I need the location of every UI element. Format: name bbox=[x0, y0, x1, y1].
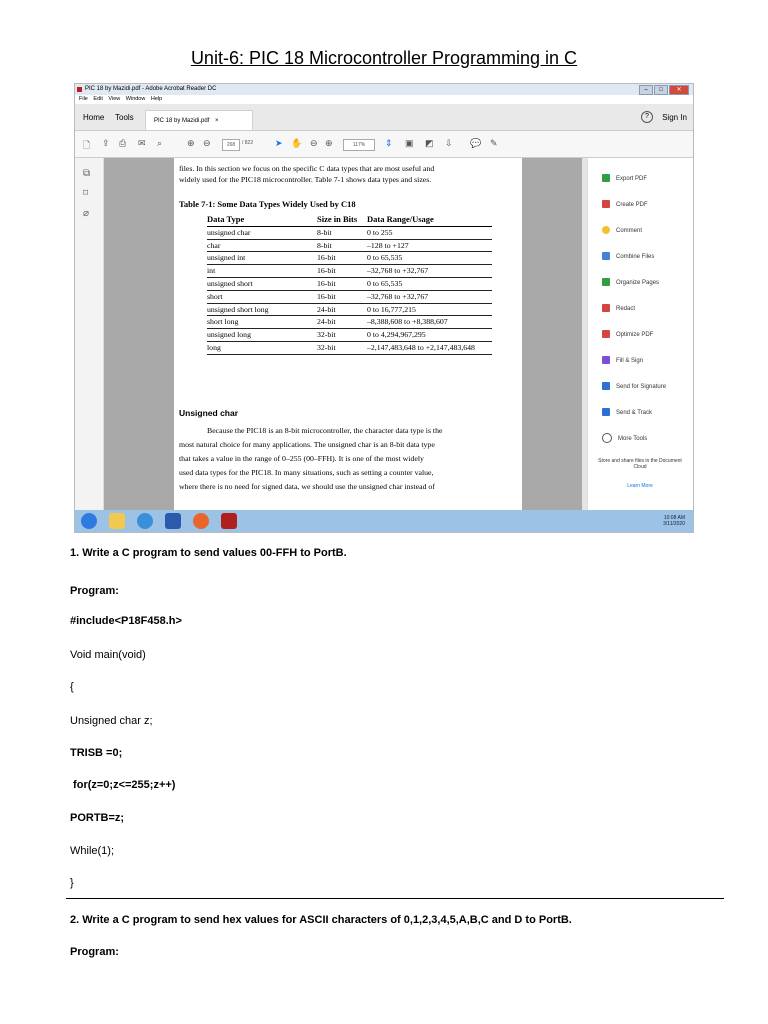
comment-tool-icon bbox=[602, 226, 610, 234]
table-cell: –8,388,608 to +8,388,607 bbox=[367, 317, 448, 327]
tool-combine-files[interactable] bbox=[602, 250, 692, 264]
acrobat-app-icon bbox=[77, 87, 82, 92]
menu-view[interactable]: View bbox=[108, 96, 121, 102]
menu-help[interactable]: Help bbox=[150, 96, 163, 102]
print-icon[interactable]: ⎙ bbox=[119, 138, 127, 148]
paragraph-line: most natural choice for many applications. The unsigned char is an 8-bit data type bbox=[179, 440, 435, 449]
select-cursor-icon[interactable]: ➤ bbox=[275, 138, 283, 148]
tool-comment[interactable] bbox=[602, 224, 692, 238]
tab-bar bbox=[75, 104, 693, 131]
table-cell: –2,147,483,648 to +2,147,483,648 bbox=[367, 342, 475, 352]
table-cell: 0 to 65,535 bbox=[367, 253, 403, 263]
windows-taskbar bbox=[75, 510, 693, 532]
tool-label: Fill & Sign bbox=[616, 358, 644, 364]
code-line: Void main(void) bbox=[70, 649, 146, 661]
tool-label: Send for Signature bbox=[616, 384, 667, 390]
tool-label: Create PDF bbox=[616, 202, 648, 208]
table-caption: Table 7-1: Some Data Types Widely Used by C18 bbox=[179, 199, 356, 209]
table-cell: 16-bit bbox=[317, 278, 336, 288]
share-icon[interactable]: ⇩ bbox=[445, 138, 453, 148]
doc-tab-close-icon[interactable]: × bbox=[215, 118, 219, 124]
doc-tab-label: PIC 18 by Mazidi.pdf bbox=[154, 118, 210, 124]
help-icon[interactable]: ? bbox=[641, 111, 653, 123]
send-for-signature-icon bbox=[602, 382, 610, 390]
system-tray bbox=[663, 515, 685, 527]
table-row bbox=[207, 265, 492, 278]
tool-more-tools[interactable] bbox=[602, 432, 692, 446]
table-cell: unsigned short bbox=[207, 278, 253, 288]
table-cell: 32-bit bbox=[317, 330, 336, 340]
canvas-margin-right bbox=[522, 158, 582, 510]
organize-pages-icon bbox=[602, 278, 610, 286]
start-button-icon[interactable] bbox=[81, 513, 97, 529]
fill-sign-icon bbox=[602, 356, 610, 364]
tab-home[interactable]: Home bbox=[83, 113, 105, 122]
internet-explorer-icon[interactable] bbox=[137, 513, 153, 529]
scroll-mode-icon[interactable]: ▣ bbox=[405, 138, 414, 148]
paragraph-line: Because the PIC18 is an 8-bit microcontroller, the character data type is the bbox=[207, 426, 443, 435]
table-cell: unsigned long bbox=[207, 330, 251, 340]
tray-time: 10:08 AM bbox=[663, 515, 685, 521]
menu-window[interactable]: Window bbox=[125, 96, 146, 102]
tool-label: Redact bbox=[616, 306, 636, 312]
table-cell: 16-bit bbox=[317, 266, 336, 276]
table-cell: 8-bit bbox=[317, 227, 332, 237]
prev-page-icon[interactable]: ⊕ bbox=[187, 138, 195, 148]
table-cell: short bbox=[207, 291, 223, 301]
table-row bbox=[207, 342, 492, 355]
code-line: for(z=0;z<=255;z++) bbox=[70, 779, 176, 791]
table-row bbox=[207, 291, 492, 304]
optimize-pdf-icon bbox=[602, 330, 610, 338]
maximize-icon[interactable]: □ bbox=[654, 85, 668, 95]
next-page-icon[interactable]: ⊖ bbox=[203, 138, 211, 148]
table-cell: –32,768 to +32,767 bbox=[367, 266, 429, 276]
table-header-row bbox=[207, 214, 492, 227]
table-cell: 32-bit bbox=[317, 342, 336, 352]
toolbar bbox=[75, 131, 693, 158]
table-cell: unsigned int bbox=[207, 253, 246, 263]
acrobat-screenshot bbox=[74, 83, 694, 533]
code-line: #include<P18F458.h> bbox=[70, 615, 182, 627]
firefox-icon[interactable] bbox=[193, 513, 209, 529]
minimize-icon[interactable]: – bbox=[639, 85, 653, 95]
zoom-in-icon[interactable]: ⊕ bbox=[325, 138, 333, 148]
send-track-icon bbox=[602, 408, 610, 416]
redact-icon bbox=[602, 304, 610, 312]
menu-bar bbox=[75, 95, 693, 104]
table-cell: 8-bit bbox=[317, 240, 332, 250]
tab-document[interactable] bbox=[145, 110, 253, 130]
file-explorer-icon[interactable] bbox=[109, 513, 125, 529]
fullscreen-icon[interactable]: ◩ bbox=[425, 138, 434, 148]
tray-date: 3/11/2020 bbox=[663, 521, 685, 527]
table-row bbox=[207, 240, 492, 253]
page-total: / 822 bbox=[242, 140, 254, 146]
data-types-table bbox=[207, 214, 492, 355]
table-cell: char bbox=[207, 240, 221, 250]
tool-fill-sign[interactable] bbox=[602, 354, 692, 368]
search-icon[interactable]: ⌕ bbox=[157, 138, 163, 148]
page-intro-line-1: files. In this section we focus on the specific C data types that are most useful and bbox=[179, 164, 435, 173]
close-icon[interactable]: ✕ bbox=[669, 85, 689, 95]
pages-icon[interactable]: ⧉ bbox=[83, 168, 91, 179]
more-tools-icon bbox=[602, 433, 612, 443]
tool-send-track[interactable] bbox=[602, 406, 692, 420]
table-cell: –32,768 to +32,767 bbox=[367, 291, 429, 301]
table-cell: 24-bit bbox=[317, 317, 336, 327]
tool-label: More Tools bbox=[618, 436, 648, 442]
tool-redact[interactable] bbox=[602, 302, 692, 316]
bookmark-icon[interactable]: ⌑ bbox=[83, 188, 89, 199]
tool-label: Comment bbox=[616, 228, 643, 234]
window-controls bbox=[639, 85, 689, 94]
table-cell: 0 to 16,777,215 bbox=[367, 304, 416, 314]
document-title: Unit-6: PIC 18 Microcontroller Programming in C bbox=[190, 48, 578, 68]
email-icon[interactable]: ✉ bbox=[138, 138, 146, 148]
attachment-icon[interactable]: ⌀ bbox=[83, 208, 90, 219]
acrobat-taskbar-icon[interactable] bbox=[221, 513, 237, 529]
zoom-select[interactable]: 117% bbox=[343, 139, 375, 151]
code-line: { bbox=[70, 681, 74, 693]
page-intro-line-2: widely used for the PIC18 microcontroller. Table 7-1 shows data types and sizes. bbox=[179, 175, 432, 184]
code-line: Unsigned char z; bbox=[70, 715, 153, 727]
table-cell: long bbox=[207, 342, 221, 352]
document-cloud-note: Store and share files in the Document Cloud bbox=[598, 458, 682, 470]
tools-panel bbox=[587, 158, 694, 510]
pen-icon[interactable]: ✎ bbox=[490, 138, 498, 148]
table-cell: 16-bit bbox=[317, 253, 336, 263]
menu-file[interactable]: File bbox=[79, 96, 88, 102]
program-label: Program: bbox=[70, 585, 119, 597]
canvas-margin-left bbox=[104, 158, 174, 510]
code-line: } bbox=[70, 877, 74, 889]
word-icon[interactable] bbox=[165, 513, 181, 529]
tool-optimize-pdf[interactable] bbox=[602, 328, 692, 342]
table-cell: 16-bit bbox=[317, 291, 336, 301]
tool-label: Optimize PDF bbox=[616, 332, 654, 338]
bookmark-page-icon[interactable]: 🗋 bbox=[83, 140, 91, 150]
code-line: PORTB=z; bbox=[70, 812, 125, 824]
export-pdf-icon bbox=[602, 174, 610, 182]
table-row bbox=[207, 278, 492, 291]
divider bbox=[66, 898, 724, 899]
table-cell: 0 to 4,294,967,295 bbox=[367, 330, 426, 340]
comment-icon[interactable]: 💬 bbox=[470, 138, 482, 148]
window-titlebar bbox=[75, 84, 693, 95]
paragraph-line: where there is no need for signed data, we should use the unsigned char instead of bbox=[179, 482, 435, 491]
table-row bbox=[207, 316, 492, 329]
table-cell: int bbox=[207, 266, 216, 276]
table-cell: 0 to 65,535 bbox=[367, 278, 403, 288]
tool-organize-pages[interactable] bbox=[602, 276, 692, 290]
program-label-2: Program: bbox=[70, 946, 119, 958]
table-cell: unsigned char bbox=[207, 227, 251, 237]
tool-export-pdf[interactable] bbox=[602, 172, 692, 186]
fit-page-icon[interactable]: ⇕ bbox=[385, 138, 393, 148]
window-title: PIC 18 by Mazidi.pdf - Adobe Acrobat Reader DC bbox=[85, 86, 217, 92]
table-cell: 24-bit bbox=[317, 304, 336, 314]
section-heading: Unsigned char bbox=[179, 408, 239, 418]
table-header: Data Range/Usage bbox=[367, 214, 434, 224]
table-cell: short long bbox=[207, 317, 239, 327]
tool-label: Export PDF bbox=[616, 176, 648, 182]
table-cell: –128 to +127 bbox=[367, 240, 409, 250]
code-line: TRISB =0; bbox=[70, 747, 123, 759]
sign-in-link[interactable]: Sign In bbox=[662, 113, 687, 122]
zoom-out-icon[interactable]: ⊖ bbox=[310, 138, 318, 148]
table-row bbox=[207, 304, 492, 317]
table-cell: unsigned short long bbox=[207, 304, 269, 314]
learn-more-link[interactable]: Learn More bbox=[627, 483, 653, 489]
question-2: 2. Write a C program to send hex values for ASCII characters of 0,1,2,3,4,5,A,B,C and D to PortB. bbox=[70, 914, 572, 926]
tool-label: Combine Files bbox=[616, 254, 655, 260]
page-number-input[interactable]: 268 bbox=[222, 139, 240, 151]
table-header: Data Type bbox=[207, 214, 245, 224]
table-row bbox=[207, 329, 492, 342]
table-row bbox=[207, 252, 492, 265]
paragraph-line: that takes a value in the range of 0–255 (00–FFH). It is one of the most widely bbox=[179, 454, 424, 463]
code-line: While(1); bbox=[70, 845, 115, 857]
left-panel bbox=[75, 158, 104, 510]
create-pdf-icon bbox=[602, 200, 610, 208]
pdf-page bbox=[174, 158, 522, 510]
menu-edit[interactable]: Edit bbox=[93, 96, 103, 102]
tool-label: Send & Track bbox=[616, 410, 653, 416]
tab-tools[interactable]: Tools bbox=[115, 113, 134, 122]
upload-icon[interactable]: ⇪ bbox=[102, 138, 110, 148]
paragraph-line: used data types for the PIC18. In many situations, such as setting a counter value, bbox=[179, 468, 434, 477]
question-1: 1. Write a C program to send values 00-FFH to PortB. bbox=[70, 547, 347, 559]
table-header: Size in Bits bbox=[317, 214, 358, 224]
tool-send-for-signature[interactable] bbox=[602, 380, 692, 394]
table-row bbox=[207, 227, 492, 240]
tool-create-pdf[interactable] bbox=[602, 198, 692, 212]
tool-label: Organize Pages bbox=[616, 280, 660, 286]
hand-tool-icon[interactable]: ✋ bbox=[291, 138, 303, 148]
table-cell: 0 to 255 bbox=[367, 227, 393, 237]
combine-files-icon bbox=[602, 252, 610, 260]
